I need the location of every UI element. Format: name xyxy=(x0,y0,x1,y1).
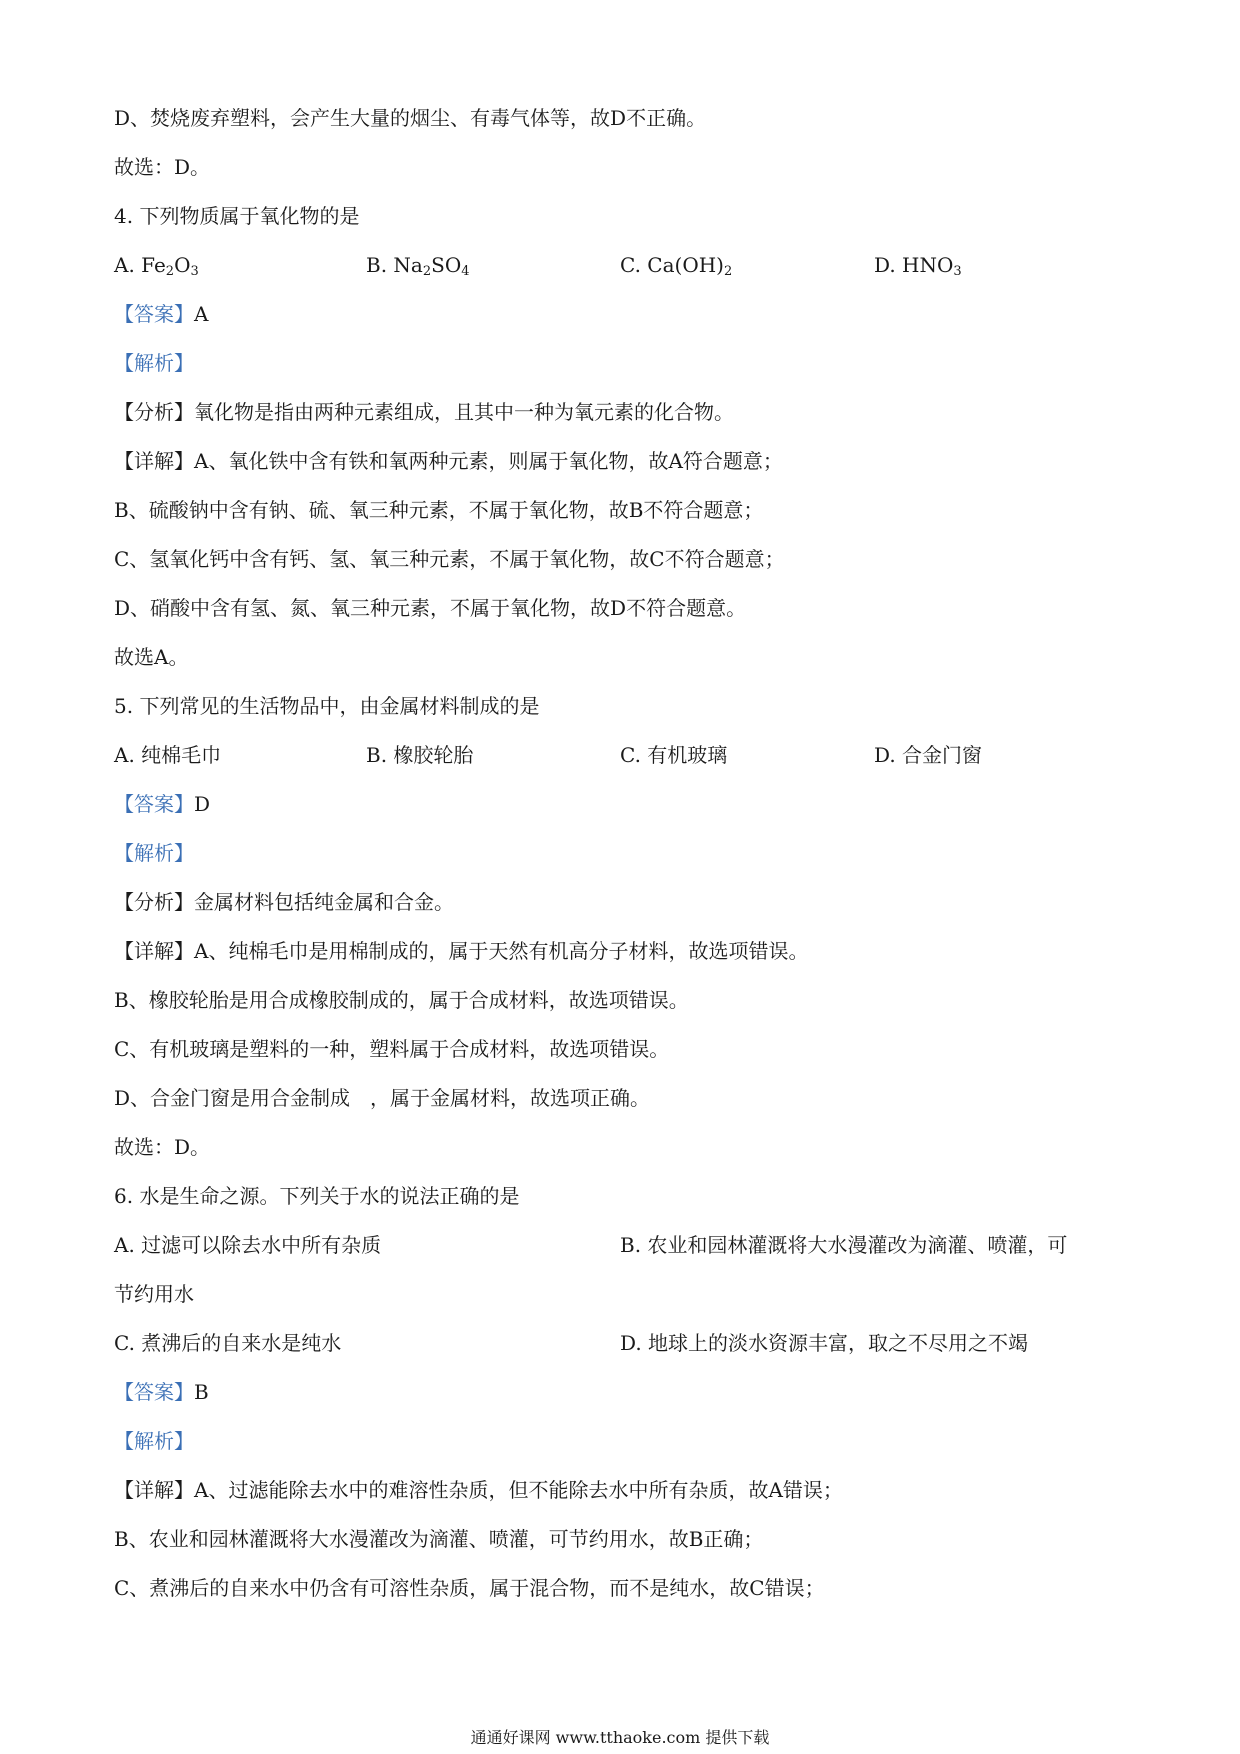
answer-label: 【答案】 xyxy=(114,1380,194,1404)
q5-detail-a: 【详解】A、纯棉毛巾是用棉制成的，属于天然有机高分子材料，故选项错误。 xyxy=(114,939,809,963)
q6-detail-c: C、煮沸后的自来水中仍含有可溶性杂质，属于混合物，而不是纯水，故C错误； xyxy=(114,1576,825,1600)
q5-option-d: D. 合金门窗 xyxy=(874,743,983,767)
answer-value: A xyxy=(194,302,209,326)
q4-detail-c: C、氢氧化钙中含有钙、氢、氧三种元素，不属于氧化物，故C不符合题意； xyxy=(114,547,785,571)
q6-option-c: C. 煮沸后的自来水是纯水 xyxy=(114,1331,342,1355)
q6-analysis-label: 【解析】 xyxy=(114,1429,194,1453)
answer-label: 【答案】 xyxy=(114,302,194,326)
q6-option-b-continued: 节约用水 xyxy=(114,1282,194,1306)
q5-option-b: B. 橡胶轮胎 xyxy=(366,743,474,767)
q4-choice: 故选A。 xyxy=(114,645,189,669)
q4-analysis-label: 【解析】 xyxy=(114,351,194,375)
q3-option-d-explanation: D、焚烧废弃塑料，会产生大量的烟尘、有毒气体等，故D不正确。 xyxy=(114,106,707,130)
q4-option-d: D. $HNO_3$ xyxy=(874,253,962,279)
q5-option-c: C. 有机玻璃 xyxy=(620,743,728,767)
q4-stem: 4. 下列物质属于氧化物的是 xyxy=(114,204,360,228)
answer-value: B xyxy=(194,1380,209,1404)
answer-value: D xyxy=(194,792,211,816)
page-footer-watermark: 通通好课网 www.tthaoke.com 提供下载 xyxy=(470,1728,770,1747)
q4-detail-d: D、硝酸中含有氢、氮、氧三种元素，不属于氧化物，故D不符合题意。 xyxy=(114,596,747,620)
q6-answer xyxy=(114,1378,209,1406)
q5-option-a: A. 纯棉毛巾 xyxy=(114,743,222,767)
q5-detail-b: B、橡胶轮胎是用合成橡胶制成的，属于合成材料，故选项错误。 xyxy=(114,988,689,1012)
q5-answer xyxy=(114,790,210,818)
q4-detail-b: B、硫酸钠中含有钠、硫、氧三种元素，不属于氧化物，故B不符合题意； xyxy=(114,498,764,522)
q5-detail-c: C、有机玻璃是塑料的一种，塑料属于合成材料，故选项错误。 xyxy=(114,1037,670,1061)
q5-detail-d: D、合金门窗是用合金制成 ，属于金属材料，故选项正确。 xyxy=(114,1086,651,1110)
q4-option-b: B. $Na_2SO_4$ xyxy=(366,253,470,279)
q5-choice: 故选：D。 xyxy=(114,1135,211,1159)
q4-fenxi: 【分析】氧化物是指由两种元素组成，且其中一种为氧元素的化合物。 xyxy=(114,400,734,424)
q4-option-c: C. $Ca(OH)_2$ xyxy=(620,253,733,279)
q4-option-a: A. $Fe_2O_3$ xyxy=(114,253,199,279)
q6-option-a: A. 过滤可以除去水中所有杂质 xyxy=(114,1233,382,1257)
q4-answer xyxy=(114,300,208,328)
answer-label: 【答案】 xyxy=(114,792,194,816)
q3-choice: 故选：D。 xyxy=(114,155,211,179)
q5-fenxi: 【分析】金属材料包括纯金属和合金。 xyxy=(114,890,454,914)
q6-detail-b: B、农业和园林灌溉将大水漫灌改为滴灌、喷灌，可节约用水，故B正确； xyxy=(114,1527,764,1551)
q6-option-d: D. 地球上的淡水资源丰富，取之不尽用之不竭 xyxy=(620,1331,1029,1355)
q4-detail-a: 【详解】A、氧化铁中含有铁和氧两种元素，则属于氧化物，故A符合题意； xyxy=(114,449,783,473)
q5-analysis-label: 【解析】 xyxy=(114,841,194,865)
q5-stem: 5. 下列常见的生活物品中，由金属材料制成的是 xyxy=(114,694,540,718)
q6-option-b: B. 农业和园林灌溉将大水漫灌改为滴灌、喷灌，可 xyxy=(620,1233,1068,1257)
q6-stem: 6. 水是生命之源。下列关于水的说法正确的是 xyxy=(114,1184,520,1208)
q6-detail-a: 【详解】A、过滤能除去水中的难溶性杂质，但不能除去水中所有杂质，故A错误； xyxy=(114,1478,843,1502)
